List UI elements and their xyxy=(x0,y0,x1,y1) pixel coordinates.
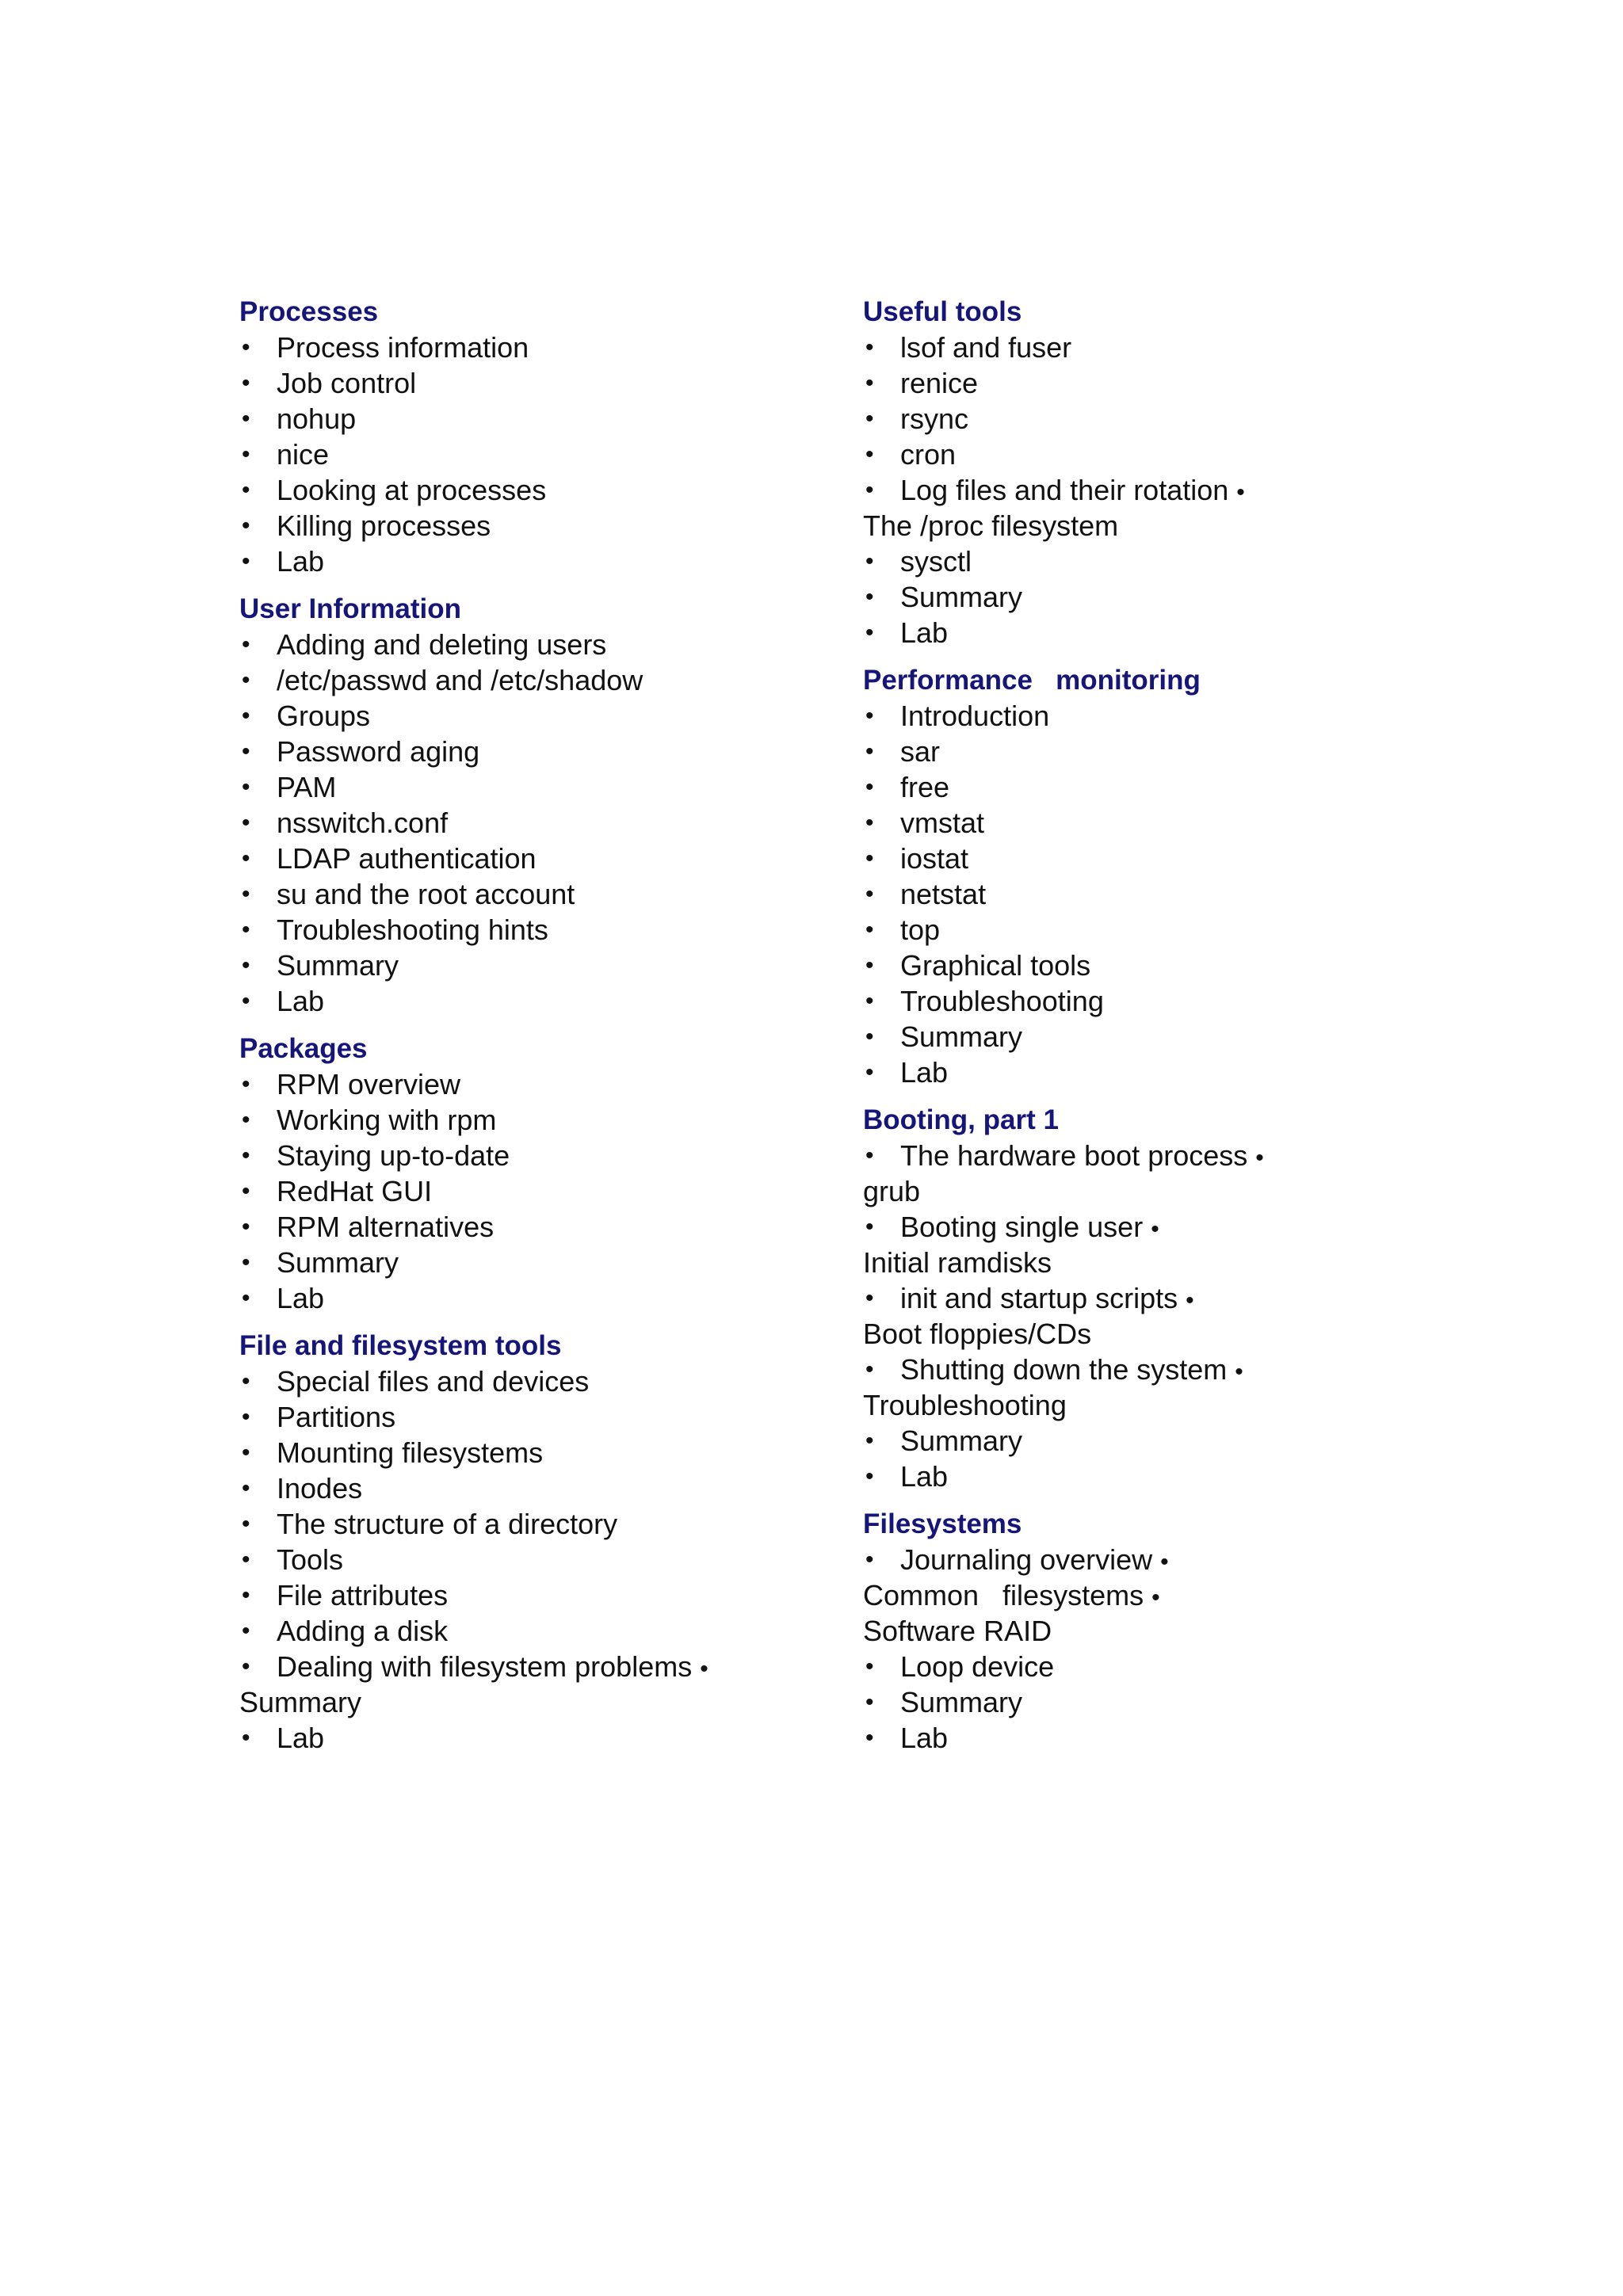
bullet-icon: • xyxy=(865,334,874,360)
bullet-icon: • xyxy=(865,1059,874,1085)
list-item-text: Groups xyxy=(277,700,371,732)
bullet-icon: • xyxy=(865,1725,874,1751)
list-item xyxy=(239,330,810,365)
list-item-text: Adding a disk xyxy=(277,1615,449,1647)
bullet-icon: • xyxy=(242,988,250,1014)
list-item-text: RPM alternatives xyxy=(277,1211,495,1243)
list-item xyxy=(239,662,810,698)
list-item-text: Boot floppies/CDs xyxy=(863,1318,1092,1350)
list-item xyxy=(863,1138,1434,1173)
list-item xyxy=(239,698,810,734)
bullet-icon: • xyxy=(242,1511,250,1537)
bullet-icon: • xyxy=(865,620,874,646)
list-item xyxy=(863,1245,1434,1280)
list-item xyxy=(863,948,1434,983)
list-item-text: Journaling overview xyxy=(900,1543,1153,1576)
list-item xyxy=(239,1138,810,1173)
list-item-text: lsof and fuser xyxy=(900,331,1072,364)
bullet-icon: • xyxy=(242,1440,250,1466)
list-item xyxy=(863,579,1434,615)
list-item-text: Lab xyxy=(277,1282,325,1314)
list-item-text: netstat xyxy=(900,878,987,910)
list-item-text: Lab xyxy=(900,616,949,649)
bullet-icon: • xyxy=(865,1653,874,1680)
list-item xyxy=(863,508,1434,543)
list-item xyxy=(239,543,810,579)
list-item-text: Troubleshooting xyxy=(863,1389,1067,1421)
list-item xyxy=(239,365,810,401)
list-item-text: Booting single user xyxy=(900,1211,1144,1243)
list-item-text: nsswitch.conf xyxy=(277,807,449,839)
bullet-icon: • xyxy=(242,1725,250,1751)
bullet-icon: • xyxy=(865,548,874,574)
bullet-icon: • xyxy=(242,1107,250,1133)
bullet-icon: • xyxy=(242,952,250,978)
list-item-text: Partitions xyxy=(277,1401,396,1433)
list-item xyxy=(239,841,810,876)
list-item xyxy=(239,1613,810,1649)
list-item xyxy=(239,912,810,948)
list-item-text: top xyxy=(900,913,941,946)
section-heading: Booting, part 1 xyxy=(863,1104,1059,1135)
list-item-text: Troubleshooting xyxy=(900,985,1104,1017)
bullet-icon: • xyxy=(242,1285,250,1311)
bullet-icon: • xyxy=(865,1142,874,1169)
list-item xyxy=(863,1352,1434,1387)
trailing-bullet-icon: • xyxy=(1235,1359,1243,1385)
list-item-text: Lab xyxy=(277,1722,325,1754)
bullet-icon: • xyxy=(865,738,874,765)
right-column xyxy=(863,294,1434,1768)
bullet-icon: • xyxy=(242,845,250,871)
list-item xyxy=(239,983,810,1019)
list-item-text: Looking at processes xyxy=(277,474,547,506)
bullet-icon: • xyxy=(242,1404,250,1430)
bullet-icon: • xyxy=(242,1475,250,1501)
list-item-text: Mounting filesystems xyxy=(277,1436,544,1469)
bullet-icon: • xyxy=(242,1368,250,1394)
list-item xyxy=(239,1209,810,1245)
bullet-icon: • xyxy=(865,845,874,871)
list-item-text: grub xyxy=(863,1175,921,1207)
bullet-icon: • xyxy=(242,1653,250,1680)
list-item xyxy=(239,1542,810,1577)
bullet-icon: • xyxy=(865,703,874,729)
list-item-text: Summary xyxy=(277,949,399,982)
section-heading: Processes xyxy=(239,296,379,327)
list-item xyxy=(239,1280,810,1316)
trailing-bullet-icon: • xyxy=(1255,1145,1264,1171)
bullet-icon: • xyxy=(865,1214,874,1240)
list-item-text: Summary xyxy=(900,581,1023,613)
section-list xyxy=(239,627,810,1019)
list-item xyxy=(863,615,1434,650)
list-item xyxy=(863,1055,1434,1090)
list-item xyxy=(239,1399,810,1435)
list-item xyxy=(863,1423,1434,1459)
list-item-text: Tools xyxy=(277,1543,344,1576)
list-item-text: Working with rpm xyxy=(277,1104,497,1136)
list-item-text: renice xyxy=(900,367,979,399)
list-item xyxy=(239,1363,810,1399)
bullet-icon: • xyxy=(242,917,250,943)
list-item-text: Summary xyxy=(239,1686,362,1718)
bullet-icon: • xyxy=(242,1249,250,1276)
list-item-text: rsync xyxy=(900,402,969,435)
list-item xyxy=(863,1649,1434,1684)
list-item-text: Staying up-to-date xyxy=(277,1139,510,1172)
list-item-text: Adding and deleting users xyxy=(277,628,607,661)
section-list xyxy=(239,1363,810,1756)
list-item xyxy=(863,1459,1434,1494)
list-item-text: Job control xyxy=(277,367,417,399)
list-item-text: LDAP authentication xyxy=(277,842,537,875)
list-item xyxy=(239,1470,810,1506)
list-item-text: Lab xyxy=(277,545,325,578)
section-heading: Packages xyxy=(239,1033,368,1064)
list-item-text: sysctl xyxy=(900,545,972,578)
list-item xyxy=(863,401,1434,437)
bullet-icon: • xyxy=(865,1689,874,1715)
bullet-icon: • xyxy=(242,1547,250,1573)
list-item-text: File attributes xyxy=(277,1579,449,1611)
left-column xyxy=(239,294,810,1768)
list-item-text: iostat xyxy=(900,842,969,875)
list-item xyxy=(239,437,810,472)
list-item-text: Introduction xyxy=(900,700,1050,732)
list-item xyxy=(863,912,1434,948)
bullet-icon: • xyxy=(242,738,250,765)
list-item xyxy=(239,1577,810,1613)
list-item xyxy=(239,627,810,662)
list-item-text: Common filesystems xyxy=(863,1579,1144,1611)
list-item-text: Software RAID xyxy=(863,1615,1052,1647)
list-item xyxy=(239,1720,810,1756)
list-item-text: Graphical tools xyxy=(900,949,1091,982)
list-item xyxy=(863,437,1434,472)
section-list xyxy=(863,330,1434,650)
bullet-icon: • xyxy=(865,1547,874,1573)
list-item-text: Loop device xyxy=(900,1650,1055,1683)
list-item-text: PAM xyxy=(277,771,337,803)
list-item xyxy=(239,1649,810,1684)
list-item-text: vmstat xyxy=(900,807,985,839)
list-item xyxy=(239,1684,810,1720)
list-item-text: free xyxy=(900,771,950,803)
list-item-text: RedHat GUI xyxy=(277,1175,433,1207)
list-item-text: Lab xyxy=(277,985,325,1017)
list-item-text: Lab xyxy=(900,1460,949,1493)
list-item-text: Summary xyxy=(277,1246,399,1279)
bullet-icon: • xyxy=(242,1214,250,1240)
list-item-text: Log files and their rotation xyxy=(900,474,1229,506)
bullet-icon: • xyxy=(242,774,250,800)
list-item xyxy=(863,330,1434,365)
bullet-icon: • xyxy=(242,1142,250,1169)
bullet-icon: • xyxy=(242,1071,250,1097)
list-item xyxy=(863,1316,1434,1352)
bullet-icon: • xyxy=(242,810,250,836)
list-item xyxy=(863,769,1434,805)
bullet-icon: • xyxy=(865,881,874,907)
list-item xyxy=(239,948,810,983)
list-item xyxy=(863,1280,1434,1316)
list-item-text: Initial ramdisks xyxy=(863,1246,1052,1279)
bullet-icon: • xyxy=(242,703,250,729)
list-item-text: RPM overview xyxy=(277,1068,461,1100)
bullet-icon: • xyxy=(242,513,250,539)
list-item xyxy=(863,365,1434,401)
list-item xyxy=(863,805,1434,841)
section-heading: Filesystems xyxy=(863,1508,1022,1539)
bullet-icon: • xyxy=(242,406,250,432)
list-item-text: Password aging xyxy=(277,735,480,768)
list-item-text: cron xyxy=(900,438,957,471)
bullet-icon: • xyxy=(242,477,250,503)
section-list xyxy=(863,698,1434,1090)
trailing-bullet-icon: • xyxy=(1151,1585,1160,1611)
list-item xyxy=(863,841,1434,876)
bullet-icon: • xyxy=(865,988,874,1014)
list-item xyxy=(239,876,810,912)
section-list xyxy=(239,1066,810,1316)
list-item-text: init and startup scripts xyxy=(900,1282,1178,1314)
bullet-icon: • xyxy=(242,548,250,574)
bullet-icon: • xyxy=(865,441,874,467)
list-item xyxy=(863,983,1434,1019)
list-item-text: Process information xyxy=(277,331,529,364)
list-item xyxy=(239,401,810,437)
list-item-text: Inodes xyxy=(277,1472,363,1505)
list-item-text: Dealing with filesystem problems xyxy=(277,1650,693,1683)
list-item xyxy=(863,876,1434,912)
bullet-icon: • xyxy=(242,667,250,693)
list-item xyxy=(863,1387,1434,1423)
list-item-text: Special files and devices xyxy=(277,1365,590,1398)
section-list xyxy=(863,1138,1434,1494)
list-item xyxy=(863,1613,1434,1649)
bullet-icon: • xyxy=(242,1618,250,1644)
list-item-text: /etc/passwd and /etc/shadow xyxy=(277,664,643,696)
list-item-text: Summary xyxy=(900,1425,1023,1457)
bullet-icon: • xyxy=(865,406,874,432)
trailing-bullet-icon: • xyxy=(1151,1216,1159,1242)
list-item-text: nohup xyxy=(277,402,357,435)
list-item xyxy=(863,1019,1434,1055)
bullet-icon: • xyxy=(865,1356,874,1383)
section-list xyxy=(863,1542,1434,1756)
bullet-icon: • xyxy=(242,370,250,396)
list-item xyxy=(239,1102,810,1138)
list-item xyxy=(239,472,810,508)
bullet-icon: • xyxy=(242,334,250,360)
section-heading: User Information xyxy=(239,593,462,624)
section-heading: File and filesystem tools xyxy=(239,1330,562,1361)
list-item xyxy=(863,1720,1434,1756)
list-item-text: Troubleshooting hints xyxy=(277,913,548,946)
list-item xyxy=(239,508,810,543)
list-item-text: The /proc filesystem xyxy=(863,509,1119,542)
list-item-text: nice xyxy=(277,438,330,471)
list-item xyxy=(863,1684,1434,1720)
trailing-bullet-icon: • xyxy=(700,1656,708,1682)
list-item xyxy=(863,1173,1434,1209)
list-item xyxy=(863,1542,1434,1577)
bullet-icon: • xyxy=(242,631,250,658)
list-item-text: su and the root account xyxy=(277,878,575,910)
list-item xyxy=(239,1506,810,1542)
bullet-icon: • xyxy=(242,441,250,467)
list-item xyxy=(863,543,1434,579)
bullet-icon: • xyxy=(242,1582,250,1608)
bullet-icon: • xyxy=(865,1463,874,1489)
list-item xyxy=(863,1209,1434,1245)
bullet-icon: • xyxy=(242,881,250,907)
list-item xyxy=(863,698,1434,734)
trailing-bullet-icon: • xyxy=(1160,1549,1169,1575)
bullet-icon: • xyxy=(865,952,874,978)
list-item xyxy=(239,1173,810,1209)
list-item-text: The hardware boot process xyxy=(900,1139,1248,1172)
section-list xyxy=(239,330,810,579)
bullet-icon: • xyxy=(865,477,874,503)
list-item-text: Lab xyxy=(900,1722,949,1754)
list-item xyxy=(239,1245,810,1280)
bullet-icon: • xyxy=(865,1285,874,1311)
list-item xyxy=(239,1435,810,1470)
list-item xyxy=(239,805,810,841)
bullet-icon: • xyxy=(865,1428,874,1454)
bullet-icon: • xyxy=(865,370,874,396)
list-item-text: The structure of a directory xyxy=(277,1508,618,1540)
list-item xyxy=(239,1066,810,1102)
section-heading: Useful tools xyxy=(863,296,1022,327)
list-item xyxy=(863,1577,1434,1613)
bullet-icon: • xyxy=(865,584,874,610)
list-item-text: Shutting down the system xyxy=(900,1353,1228,1386)
trailing-bullet-icon: • xyxy=(1236,479,1245,505)
trailing-bullet-icon: • xyxy=(1186,1287,1194,1314)
list-item xyxy=(239,734,810,769)
list-item xyxy=(863,734,1434,769)
list-item-text: Killing processes xyxy=(277,509,491,542)
bullet-icon: • xyxy=(865,917,874,943)
bullet-icon: • xyxy=(865,1024,874,1050)
list-item-text: Summary xyxy=(900,1020,1023,1053)
list-item-text: sar xyxy=(900,735,941,768)
list-item xyxy=(863,472,1434,508)
bullet-icon: • xyxy=(865,774,874,800)
list-item-text: Summary xyxy=(900,1686,1023,1718)
bullet-icon: • xyxy=(865,810,874,836)
section-heading: Performance monitoring xyxy=(863,665,1201,696)
list-item-text: Lab xyxy=(900,1056,949,1089)
list-item xyxy=(239,769,810,805)
bullet-icon: • xyxy=(242,1178,250,1204)
